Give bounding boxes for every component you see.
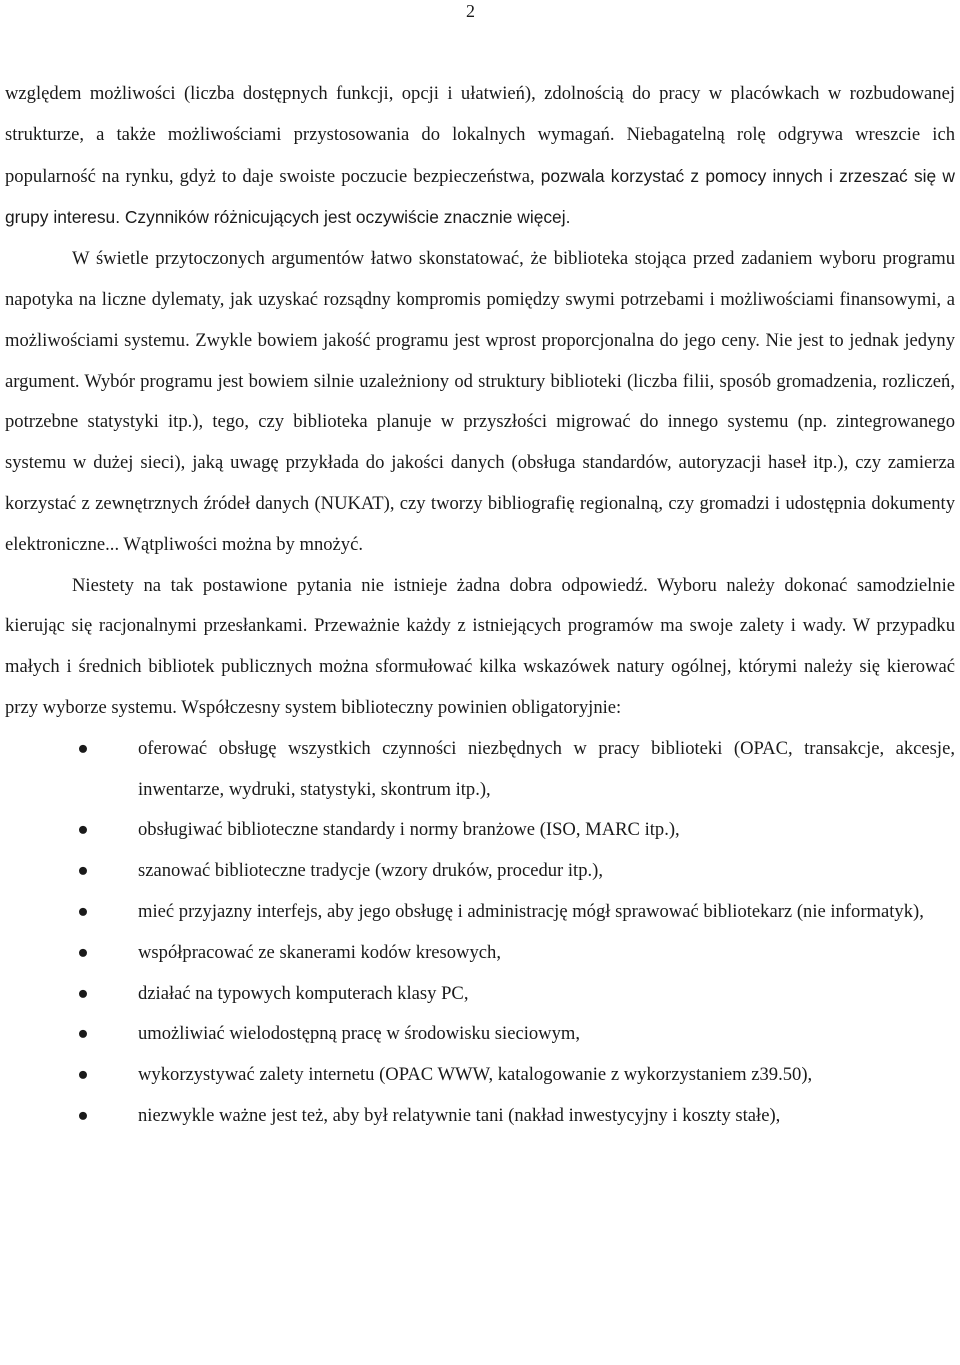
list-item (5, 933, 955, 974)
bullet-icon: ● (77, 941, 89, 963)
list-item-text: szanować biblioteczne tradycje (wzory druków, procedur itp.), (138, 860, 603, 882)
bullet-icon: ● (77, 737, 89, 759)
list-item-text: mieć przyjazny interfejs, aby jego obsługę i administrację mógł sprawować bibliotekarz (nie informatyk), (138, 900, 924, 922)
list-item-text: działać na typowych komputerach klasy PC, (138, 982, 469, 1004)
bullet-icon: ● (77, 1104, 89, 1126)
list-item (5, 729, 955, 811)
paragraph-2: W świetle przytoczonych argumentów łatwo skonstatować, że biblioteka stojąca przed zadaniem wyboru programu napotyka na liczne dylematy, jak uzyskać rozsądny kompromis pomiędzy swymi potrzebami i możliwościami finansowymi, a możliwościami systemu. Zwykle bowiem jakość programu jest wprost proporcjonalna do jego ceny. Nie jest to jednak jedyny argument. Wybór programu jest bowiem silnie uzależniony od struktury biblioteki (liczba filii, sposób gromadzenia, rozliczeń, potrzebne statystyki itp.), tego, czy biblioteka planuje w przyszłości migrować do innego systemu (np. zintegrowanego systemu w dużej sieci), jaką uwagę przykłada do jakości danych (obsługa standardów, autoryzacji haseł itp.), czy zamierza korzystać z zewnętrznych źródeł danych (NUKAT), czy tworzy bibliografię regionalną, czy gromadzi i udostępnia dokumenty elektroniczne... Wątpliwości można by mnożyć. (5, 248, 955, 555)
list-item (5, 892, 955, 933)
paragraph-1-serif-text: względem możliwości (liczba dostępnych funkcji, opcji i ułatwień), zdolnością do pracy w placówkach w rozbudowanej strukturze, a także możliwościami przystosowania do lokalnych wymagań. Niebagatelną rolę odgrywa wreszcie ich popularność na rynku, gdyż to daje swoiste poczucie bezpieczeństwa, (5, 83, 955, 187)
list-item-text: współpracować ze skanerami kodów kresowych, (138, 941, 501, 963)
document-body (5, 74, 955, 1137)
list-item (5, 810, 955, 851)
bullet-icon: ● (77, 900, 89, 922)
paragraph-3: Niestety na tak postawione pytania nie istnieje żadna dobra odpowiedź. Wyboru należy dokonać samodzielnie kierując się racjonalnymi przesłankami. Przeważnie każdy z istniejących programów ma swoje zalety i wady. W przypadku małych i średnich bibliotek publicznych można sformułować kilka wskazówek natury ogólnej, którymi należy się kierować przy wyborze systemu. Współczesny system biblioteczny powinien obligatoryjnie: (5, 574, 955, 718)
page-number: 2 (466, 1, 475, 21)
bullet-icon: ● (77, 1064, 89, 1086)
bullet-icon: ● (77, 982, 89, 1004)
bullet-icon: ● (77, 819, 89, 841)
bullet-icon: ● (77, 1023, 89, 1045)
list-item-text: niezwykle ważne jest też, aby był relatywnie tani (nakład inwestycyjny i koszty stałe), (138, 1104, 781, 1126)
requirements-list (5, 729, 955, 1137)
paragraph-1-sans-text: pozwala korzystać z pomocy innych i zrzeszać się w grupy interesu. Czynników różnicujących jest oczywiście znacznie więcej. (5, 165, 955, 228)
list-item (5, 974, 955, 1015)
list-item (5, 1014, 955, 1055)
list-item (5, 1096, 955, 1137)
list-item-text: obsługiwać biblioteczne standardy i normy branżowe (ISO, MARC itp.), (138, 819, 680, 841)
list-item-text: oferować obsługę wszystkich czynności niezbędnych w pracy biblioteki (OPAC, transakcje, akcesje, inwentarze, wydruki, statystyki, skontrum itp.), (138, 737, 955, 800)
bullet-icon: ● (77, 860, 89, 882)
list-item-text: umożliwiać wielodostępną pracę w środowisku sieciowym, (138, 1023, 581, 1045)
list-item-text: wykorzystywać zalety internetu (OPAC WWW, katalogowanie z wykorzystaniem z39.50), (138, 1064, 813, 1086)
paragraph-1 (5, 74, 955, 239)
list-item (5, 851, 955, 892)
list-item (5, 1055, 955, 1096)
